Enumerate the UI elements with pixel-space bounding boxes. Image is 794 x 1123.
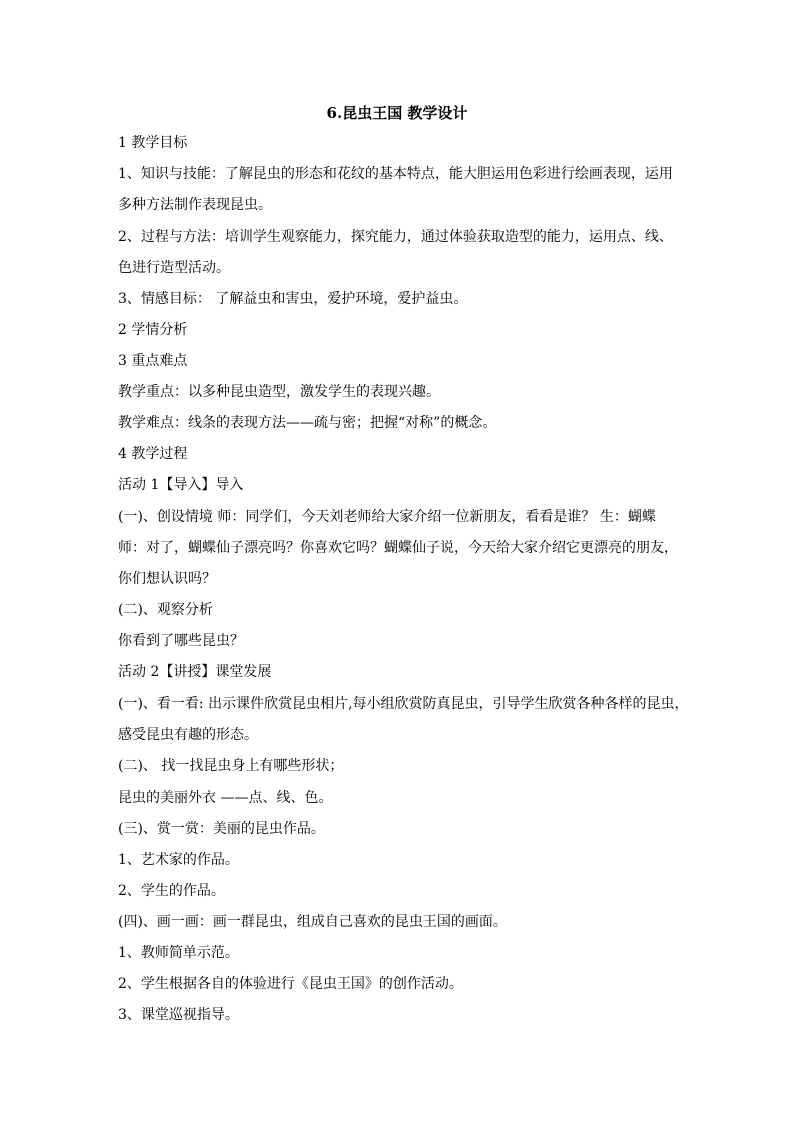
text-line: 1、教师简单示范。 bbox=[118, 945, 239, 961]
paragraph-draw bbox=[118, 907, 688, 938]
text-line: 感受昆虫有趣的形态。 bbox=[118, 727, 258, 743]
paragraph-observe-heading bbox=[118, 595, 688, 626]
text-line: 教学重点：以多种昆虫造型，激发学生的表现兴趣。 bbox=[118, 384, 440, 400]
paragraph-teacher-demo bbox=[118, 938, 688, 969]
text-line: 昆虫的美丽外衣 ——点、线、色。 bbox=[118, 790, 333, 806]
paragraph-student-works bbox=[118, 876, 688, 907]
paragraph-section-2-heading bbox=[118, 315, 688, 346]
paragraph-artist-works bbox=[118, 845, 688, 876]
paragraph-goal-emotion bbox=[118, 284, 688, 315]
paragraph-section-4-heading bbox=[118, 439, 688, 470]
text-line: (三)、赏一赏：美丽的昆虫作品。 bbox=[118, 821, 325, 837]
text-line: 教学难点：线条的表现方法——疏与密；把握“对称”的概念。 bbox=[118, 415, 497, 431]
text-line: 你看到了哪些昆虫？ bbox=[118, 633, 244, 649]
paragraph-insect-coat bbox=[118, 783, 688, 814]
text-line: 4 教学过程 bbox=[118, 446, 188, 462]
paragraph-goal-knowledge bbox=[118, 159, 688, 221]
text-line: (四)、画一画：画一群昆虫，组成自己喜欢的昆虫王国的画面。 bbox=[118, 914, 507, 930]
text-line: 2 学情分析 bbox=[118, 322, 188, 338]
document-title: 6.昆虫王国 教学设计 bbox=[326, 104, 468, 122]
text-line: (二)、 找一找昆虫身上有哪些形状； bbox=[118, 758, 344, 774]
paragraph-look bbox=[118, 689, 688, 751]
text-line: 2、学生的作品。 bbox=[118, 883, 225, 899]
text-line: 1、知识与技能：了解昆虫的形态和花纹的基本特点，能大胆运用色彩进行绘画表现，运用 bbox=[118, 166, 673, 182]
paragraph-patrol-guide bbox=[118, 1000, 688, 1031]
paragraph-scene-setup bbox=[118, 502, 688, 595]
text-line: (一)、看一看: 出示课件欣赏昆虫相片,每小组欣赏防真昆虫，引导学生欣赏各种各样的昆虫， bbox=[118, 696, 689, 712]
paragraph-section-1-heading bbox=[118, 128, 688, 159]
text-line: (一)、创设情境 师：同学们，今天刘老师给大家介绍一位新朋友，看看是谁？ 生：蝴蝶 bbox=[118, 509, 656, 525]
text-line: 2、过程与方法：培训学生观察能力，探究能力，通过体验获取造型的能力，运用点、线、 bbox=[118, 229, 673, 245]
text-line: 3、情感目标： 了解益虫和害虫，爱护环境，爱护益虫。 bbox=[118, 291, 468, 307]
paragraph-section-3-heading bbox=[118, 346, 688, 377]
text-line: 你们想认识吗？ bbox=[118, 571, 216, 587]
paragraph-appreciate bbox=[118, 814, 688, 845]
text-line: 色进行造型活动。 bbox=[118, 260, 230, 276]
paragraph-find-shapes bbox=[118, 751, 688, 782]
paragraph-key-point bbox=[118, 377, 688, 408]
paragraph-difficult-point bbox=[118, 408, 688, 439]
text-line: 活动 1【导入】导入 bbox=[118, 477, 244, 493]
text-line: 多种方法制作表现昆虫。 bbox=[118, 197, 272, 213]
text-line: 1、艺术家的作品。 bbox=[118, 852, 239, 868]
text-line: 2、学生根据各自的体验进行《昆虫王国》的创作活动。 bbox=[118, 976, 463, 992]
paragraph-goal-process bbox=[118, 222, 688, 284]
paragraph-observe-question bbox=[118, 626, 688, 657]
text-line: 师：对了，蝴蝶仙子漂亮吗？你喜欢它吗？蝴蝶仙子说，今天给大家介绍它更漂亮的朋友， bbox=[118, 540, 678, 556]
text-line: 活动 2【讲授】课堂发展 bbox=[118, 664, 272, 680]
text-line: 1 教学目标 bbox=[118, 135, 188, 151]
paragraph-activity-2-heading bbox=[118, 657, 688, 688]
text-line: (二)、观察分析 bbox=[118, 602, 213, 618]
text-line: 3、课堂巡视指导。 bbox=[118, 1007, 239, 1023]
paragraph-activity-1-heading bbox=[118, 470, 688, 501]
text-line: 3 重点难点 bbox=[118, 353, 188, 369]
paragraph-student-create bbox=[118, 969, 688, 1000]
